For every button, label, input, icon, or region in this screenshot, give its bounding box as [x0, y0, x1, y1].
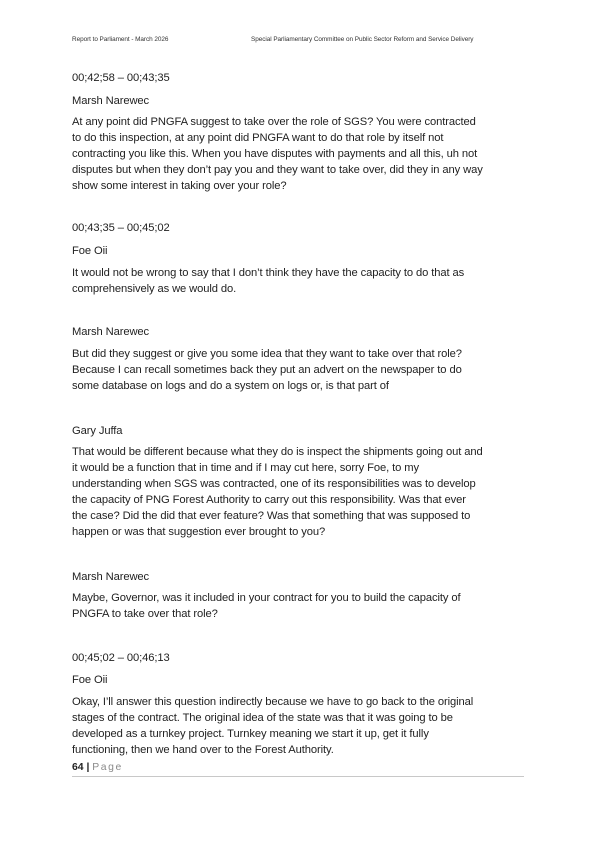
speech-line: it would be a function that in time and if I may cut here, sorry Foe, to my	[72, 462, 419, 474]
speaker-name: Foe Oii	[72, 674, 108, 686]
speaker-name: Foe Oii	[72, 245, 108, 257]
speech-line: show some interest in taking over your role?	[72, 180, 287, 192]
speaker-name: Marsh Narewec	[72, 326, 150, 338]
page-label: Page	[92, 762, 123, 773]
speech-line: happen or was that suggestion ever brought to you?	[72, 526, 326, 538]
speaker-name: Marsh Narewec	[72, 95, 150, 107]
speech-line: the case? Did the did that ever feature? Was that something that was supposed to	[72, 510, 471, 522]
header-report-title: Report to Parliament - March 2026	[72, 36, 169, 43]
speech-line: Okay, I’ll answer this question indirectly because we have to go back to the original	[72, 696, 474, 708]
page-number: 64	[72, 762, 84, 773]
speech-line: Maybe, Governor, was it included in your contract for you to build the capacity of	[72, 592, 461, 604]
speech-line: That would be different because what they do is inspect the shipments going out and	[72, 446, 483, 458]
speech-line: understanding when SGS was contracted, one of its responsibilities was to develop	[72, 478, 476, 490]
speech-line: disputes but when they don’t pay you and they want to take over, did they in any way	[72, 164, 483, 176]
speaker-name: Marsh Narewec	[72, 571, 150, 583]
footer-divider	[72, 776, 524, 777]
timestamp: 00;42;58 – 00;43;35	[72, 72, 170, 84]
timestamp: 00;43;35 – 00;45;02	[72, 222, 170, 234]
speech-line: But did they suggest or give you some idea that they want to take over that role?	[72, 348, 462, 360]
speech-line: It would not be wrong to say that I don’t think they have the capacity to do that as	[72, 267, 465, 279]
speech-line: stages of the contract. The original idea of the state was that it was going to be	[72, 712, 453, 724]
speech-line: comprehensively as we would do.	[72, 283, 237, 295]
page-footer	[72, 762, 123, 773]
speaker-name: Gary Juffa	[72, 425, 123, 437]
speech-line: functioning, then we hand over to the Forest Authority.	[72, 744, 334, 756]
speech-line: contracting you like this. When you have disputes with payments and all this, uh not	[72, 148, 478, 160]
speech-line: PNGFA to take over that role?	[72, 608, 218, 620]
timestamp: 00;45;02 – 00;46;13	[72, 652, 170, 664]
speech-line: to do this inspection, at any point did PNGFA want to do that role by itself not	[72, 132, 444, 144]
header-committee-name: Special Parliamentary Committee on Public Sector Reform and Service Delivery	[251, 36, 474, 43]
speech-line: some database on logs and do a system on logs or, is that part of	[72, 380, 389, 392]
speech-line: the capacity of PNG Forest Authority to carry out this responsibility. Was that ever	[72, 494, 466, 506]
speech-line: At any point did PNGFA suggest to take over the role of SGS? You were contracted	[72, 116, 476, 128]
footer-separator: |	[86, 762, 90, 773]
speech-line: Because I can recall sometimes back they put an advert on the newspaper to do	[72, 364, 462, 376]
speech-line: developed as a turnkey project. Turnkey meaning we start it up, get it fully	[72, 728, 429, 740]
